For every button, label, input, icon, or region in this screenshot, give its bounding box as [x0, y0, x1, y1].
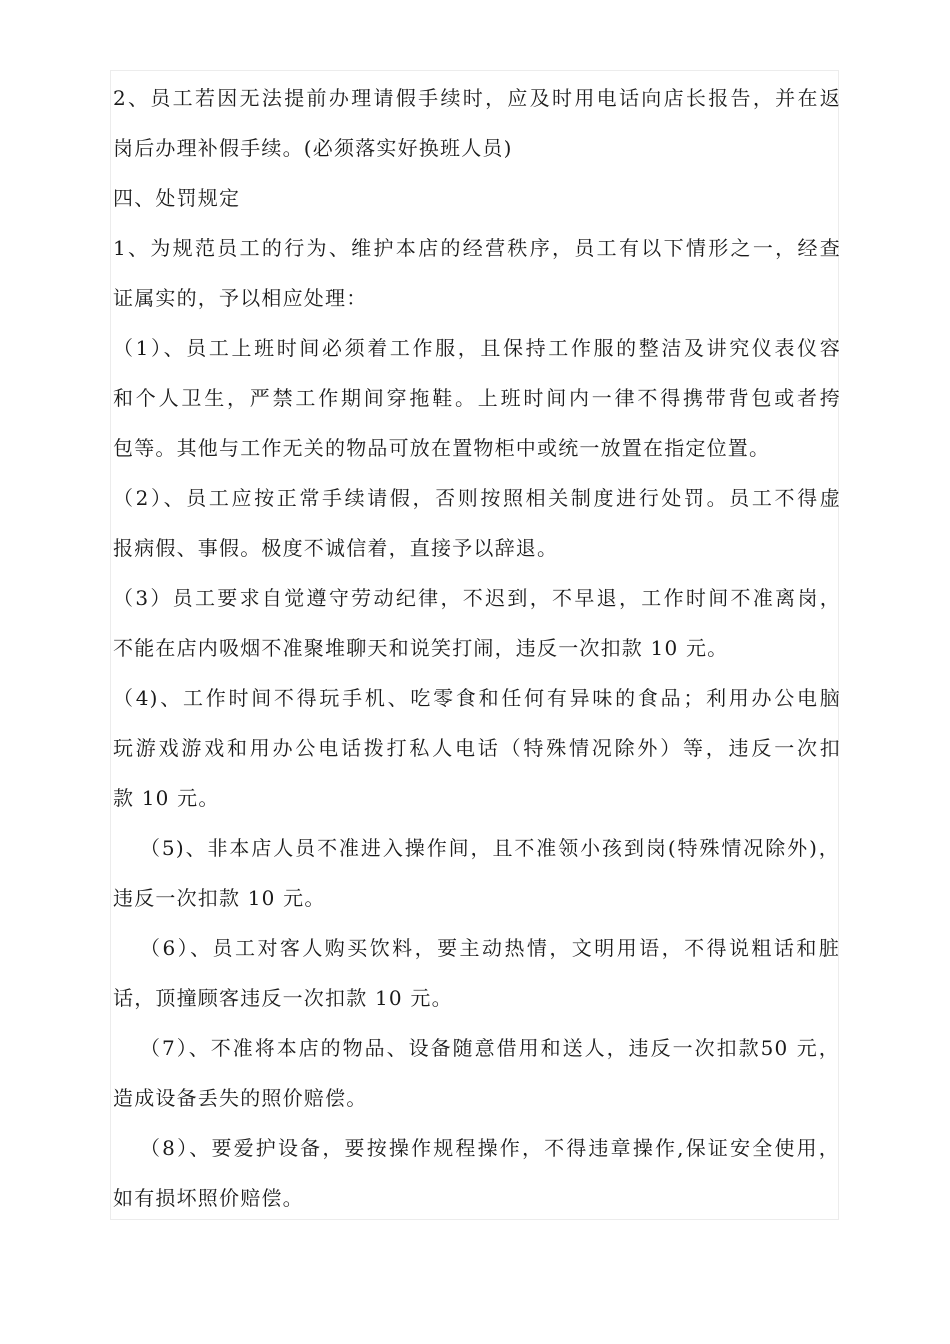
- section-heading: 四、处罚规定: [113, 186, 241, 210]
- paragraph-line: （4)、工作时间不得玩手机、吃零食和任何有异味的食品；利用办公电脑: [113, 686, 841, 710]
- paragraph-line: （7）、不准将本店的物品、设备随意借用和送人，违反一次扣款50 元，: [140, 1036, 840, 1060]
- paragraph-line: 1、为规范员工的行为、维护本店的经营秩序，员工有以下情形之一，经查: [113, 236, 841, 260]
- paragraph-line: （3）员工要求自觉遵守劳动纪律，不迟到，不早退，工作时间不准离岗，: [113, 586, 841, 610]
- paragraph-line: 话，顶撞顾客违反一次扣款 10 元。: [113, 986, 453, 1010]
- paragraph-line: 违反一次扣款 10 元。: [113, 886, 326, 910]
- paragraph-line: 2、员工若因无法提前办理请假手续时，应及时用电话向店长报告，并在返: [113, 86, 841, 110]
- paragraph-line: （2）、员工应按正常手续请假，否则按照相关制度进行处罚。员工不得虚: [113, 486, 841, 510]
- paragraph-line: 玩游戏游戏和用办公电话拨打私人电话（特殊情况除外）等，违反一次扣: [113, 736, 841, 760]
- paragraph-line: 款 10 元。: [113, 786, 220, 810]
- paragraph-line: （8）、要爱护设备，要按操作规程操作，不得违章操作,保证安全使用，: [140, 1136, 840, 1160]
- paragraph-line: 包等。其他与工作无关的物品可放在置物柜中或统一放置在指定位置。: [113, 436, 771, 460]
- paragraph-line: 和个人卫生，严禁工作期间穿拖鞋。上班时间内一律不得携带背包或者挎: [113, 386, 841, 410]
- paragraph-line: （5)、非本店人员不准进入操作间，且不准领小孩到岗(特殊情况除外)，: [140, 836, 840, 860]
- paragraph-line: 证属实的，予以相应处理：: [113, 286, 368, 310]
- paragraph-line: 造成设备丢失的照价赔偿。: [113, 1086, 368, 1110]
- paragraph-line: （6）、员工对客人购买饮料，要主动热情，文明用语，不得说粗话和脏: [140, 936, 840, 960]
- paragraph-line: （1）、员工上班时间必须着工作服，且保持工作服的整洁及讲究仪表仪容: [113, 336, 841, 360]
- paragraph-line: 岗后办理补假手续。(必须落实好换班人员): [113, 136, 513, 160]
- paragraph-line: 报病假、事假。极度不诚信着，直接予以辞退。: [113, 536, 559, 560]
- paragraph-line: 不能在店内吸烟不准聚堆聊天和说笑打闹，违反一次扣款 10 元。: [113, 636, 729, 660]
- paragraph-line: 如有损坏照价赔偿。: [113, 1186, 304, 1210]
